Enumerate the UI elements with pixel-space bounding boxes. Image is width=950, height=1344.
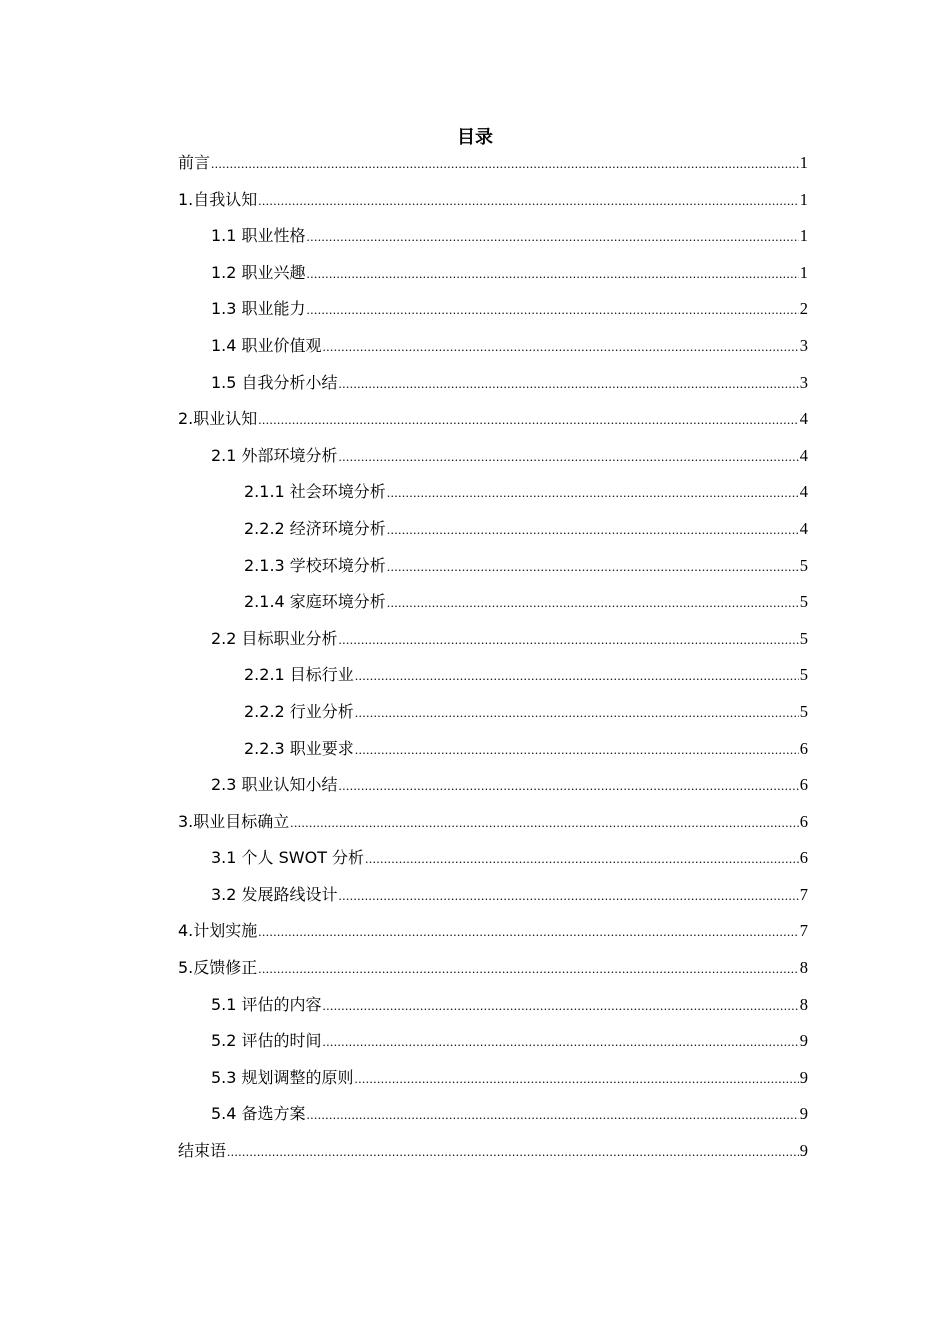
toc-entry[interactable] <box>178 365 808 402</box>
toc-entry[interactable] <box>178 657 808 694</box>
toc-dot-leader <box>227 1134 799 1171</box>
toc-page-number: 5 <box>799 701 808 721</box>
toc-dot-leader <box>387 512 799 549</box>
toc-entry[interactable] <box>178 474 808 511</box>
toc-entry-title: 2.2.3 职业要求 <box>244 738 354 758</box>
toc-dot-leader <box>290 805 798 842</box>
toc-dot-leader <box>258 914 798 951</box>
toc-entry[interactable] <box>178 1060 808 1097</box>
toc-entry-title: 1.3 职业能力 <box>211 299 306 319</box>
toc-entry[interactable] <box>178 438 808 475</box>
toc-page-number: 8 <box>799 958 808 978</box>
toc-entry[interactable] <box>178 987 808 1024</box>
toc-entry-title: 2.1.4 家庭环境分析 <box>244 592 386 612</box>
toc-entry-title: 5.2 评估的时间 <box>211 1031 322 1051</box>
toc-page-number: 9 <box>799 1141 808 1161</box>
toc-dot-leader <box>355 695 799 732</box>
toc-dot-leader <box>307 1097 799 1134</box>
toc-page-number: 5 <box>799 592 808 612</box>
toc-page-number: 1 <box>799 189 808 209</box>
toc-page-number: 6 <box>799 775 808 795</box>
toc-entry[interactable] <box>178 913 808 950</box>
toc-dot-leader <box>323 1024 799 1061</box>
toc-entry[interactable] <box>178 291 808 328</box>
toc-page-number: 1 <box>799 226 808 246</box>
toc-dot-leader <box>339 366 799 403</box>
toc-page-number: 9 <box>799 1031 808 1051</box>
toc-page-number: 9 <box>799 1067 808 1087</box>
toc-title: 目录 <box>457 127 493 148</box>
toc-entry-title: 4.计划实施 <box>178 921 258 941</box>
toc-page-number: 7 <box>799 921 808 941</box>
toc-entry-title: 2.职业认知 <box>178 409 258 429</box>
toc-entry-title: 2.2 目标职业分析 <box>211 628 338 648</box>
toc-entry[interactable] <box>178 731 808 768</box>
toc-page-number: 7 <box>799 884 808 904</box>
toc-page-number: 5 <box>799 628 808 648</box>
toc-dot-leader <box>258 951 798 988</box>
toc-page-number: 3 <box>799 372 808 392</box>
toc-dot-leader <box>339 439 799 476</box>
toc-page-number: 4 <box>799 409 808 429</box>
toc-dot-leader <box>307 219 799 256</box>
toc-entry[interactable] <box>178 401 808 438</box>
toc-entry[interactable] <box>178 328 808 365</box>
toc-entry-title: 5.反馈修正 <box>178 958 258 978</box>
toc-entry-title: 3.1 个人 SWOT 分析 <box>211 848 365 868</box>
toc-entry-title: 2.1.3 学校环境分析 <box>244 555 386 575</box>
toc-entry-title: 2.3 职业认知小结 <box>211 775 338 795</box>
toc-dot-leader <box>387 585 799 622</box>
toc-entry-title: 2.2.2 行业分析 <box>244 701 354 721</box>
toc-entry[interactable] <box>178 584 808 621</box>
toc-page-number: 1 <box>799 262 808 282</box>
toc-dot-leader <box>339 878 799 915</box>
toc-dot-leader <box>339 768 799 805</box>
toc-dot-leader <box>355 1061 799 1098</box>
toc-dot-leader <box>365 841 799 878</box>
toc-entry-title: 结束语 <box>178 1141 227 1161</box>
toc-dot-leader <box>307 256 799 293</box>
toc-entry-title: 3.职业目标确立 <box>178 811 290 831</box>
toc-dot-leader <box>258 402 798 439</box>
toc-entry-title: 3.2 发展路线设计 <box>211 884 338 904</box>
toc-entry[interactable] <box>178 840 808 877</box>
toc-page-number: 3 <box>799 335 808 355</box>
toc-page-number: 1 <box>799 153 808 172</box>
toc-entry[interactable] <box>178 548 808 585</box>
toc-entry[interactable] <box>178 950 808 987</box>
toc-entry[interactable] <box>178 694 808 731</box>
toc-entry-title: 2.2.1 目标行业 <box>244 665 354 685</box>
toc-page-number: 6 <box>799 848 808 868</box>
toc-page-number: 4 <box>799 482 808 502</box>
toc-dot-leader <box>355 732 799 769</box>
toc-page-number: 5 <box>799 555 808 575</box>
toc-entry[interactable] <box>178 182 808 219</box>
table-of-contents <box>178 145 808 1170</box>
toc-entry-title: 2.2.2 经济环境分析 <box>244 518 386 538</box>
toc-entry-title: 2.1.1 社会环境分析 <box>244 482 386 502</box>
toc-entry-title: 前言 <box>178 153 211 172</box>
toc-entry-title: 5.4 备选方案 <box>211 1104 306 1124</box>
toc-page-number: 9 <box>799 1104 808 1124</box>
toc-entry[interactable] <box>178 804 808 841</box>
toc-dot-leader <box>323 329 799 366</box>
toc-dot-leader <box>387 475 799 512</box>
toc-dot-leader <box>307 292 799 329</box>
toc-entry[interactable] <box>178 1096 808 1133</box>
toc-entry[interactable] <box>178 255 808 292</box>
toc-entry[interactable] <box>178 1023 808 1060</box>
toc-entry-title: 1.自我认知 <box>178 189 258 209</box>
toc-entry-title: 2.1 外部环境分析 <box>211 445 338 465</box>
toc-page-number: 6 <box>799 738 808 758</box>
toc-entry-title: 1.1 职业性格 <box>211 226 306 246</box>
toc-entry-title: 5.3 规划调整的原则 <box>211 1067 354 1087</box>
toc-entry-title: 1.4 职业价值观 <box>211 335 322 355</box>
toc-page-number: 2 <box>799 299 808 319</box>
toc-entry[interactable] <box>178 511 808 548</box>
toc-dot-leader <box>323 988 799 1025</box>
toc-entry[interactable] <box>178 218 808 255</box>
toc-entry-title: 5.1 评估的内容 <box>211 994 322 1014</box>
toc-dot-leader <box>387 549 799 586</box>
toc-entry-title: 1.5 自我分析小结 <box>211 372 338 392</box>
toc-entry[interactable] <box>178 145 808 182</box>
toc-entry[interactable] <box>178 1133 808 1170</box>
toc-page-number: 6 <box>799 811 808 831</box>
toc-entry[interactable] <box>178 767 808 804</box>
toc-entry[interactable] <box>178 877 808 914</box>
toc-entry-title: 1.2 职业兴趣 <box>211 262 306 282</box>
toc-page-number: 8 <box>799 994 808 1014</box>
toc-page-number: 4 <box>799 445 808 465</box>
toc-dot-leader <box>258 183 798 220</box>
toc-page-number: 4 <box>799 518 808 538</box>
toc-dot-leader <box>211 146 799 183</box>
toc-dot-leader <box>355 658 799 695</box>
toc-entry[interactable] <box>178 621 808 658</box>
toc-dot-leader <box>339 622 799 659</box>
toc-page-number: 5 <box>799 665 808 685</box>
